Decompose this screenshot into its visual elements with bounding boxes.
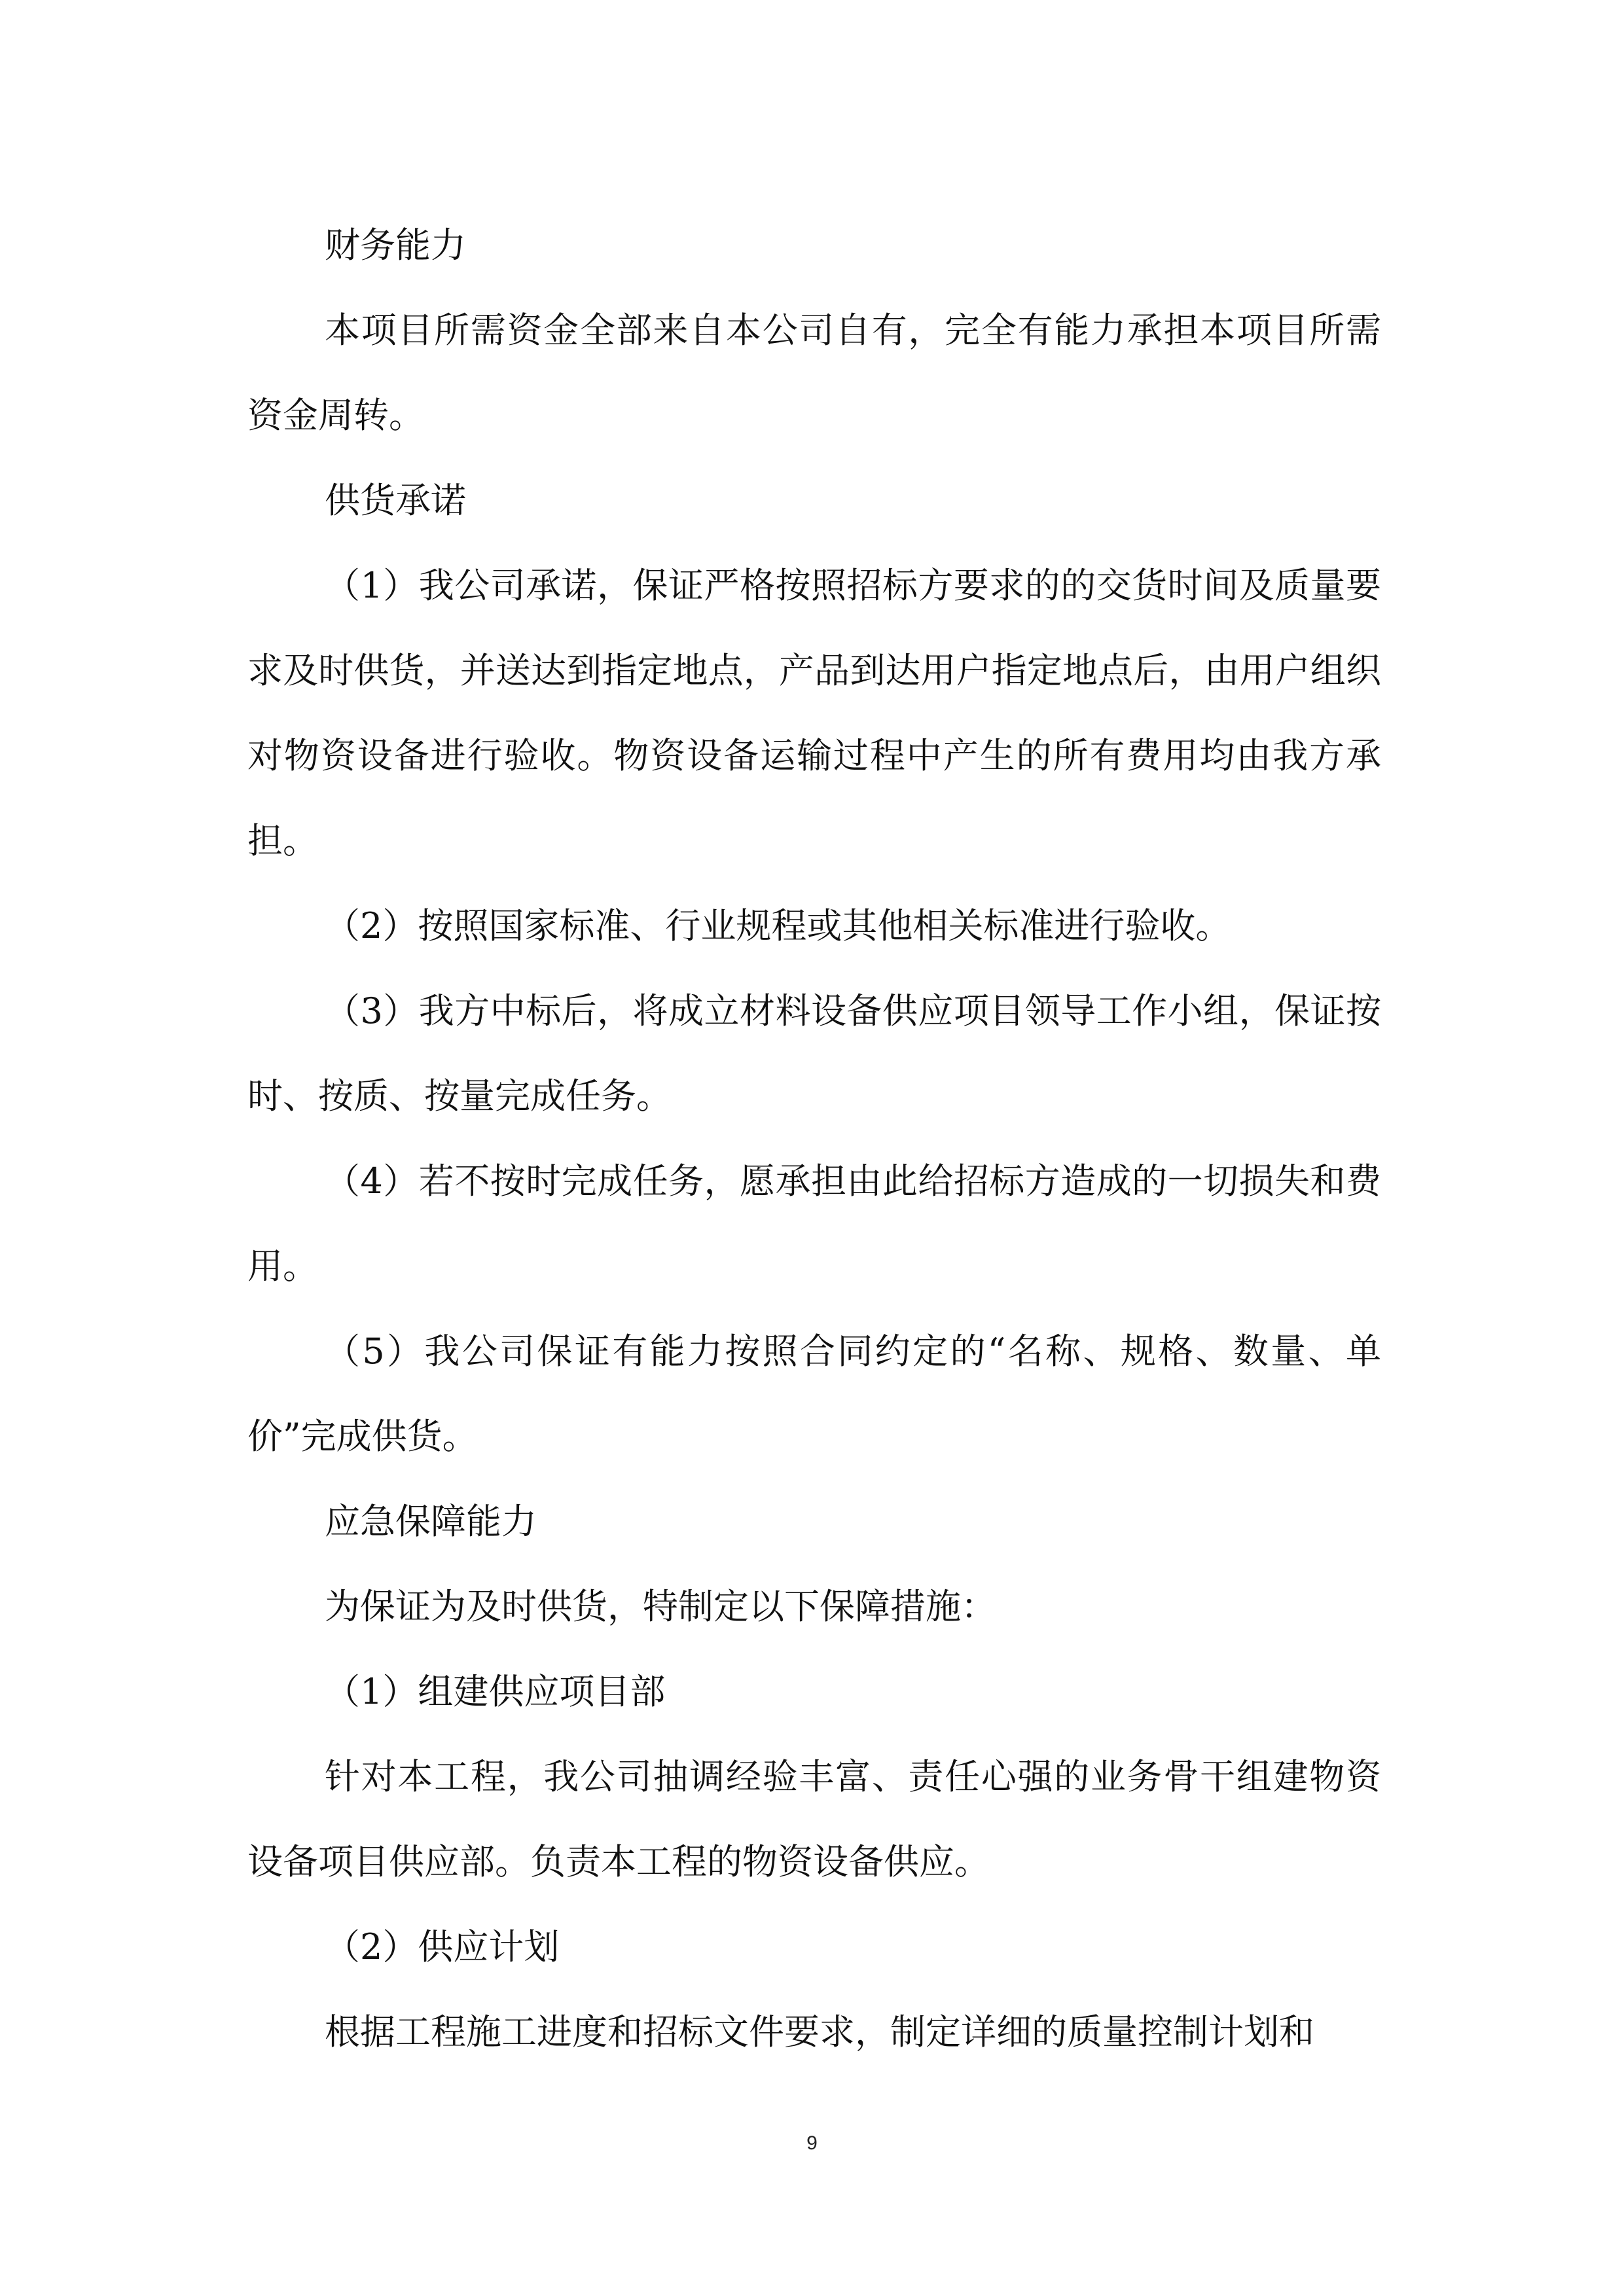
emergency-support-paragraph-2: 根据工程施工进度和招标文件要求，制定详细的质量控制计划和 [325,2011,1314,2053]
supply-commitment-item-1: （1）我公司承诺，保证严格按照招标方要求的的交货时间及质量要求及时供货，并送达到指定地点，产品到达用户指定地点后，由用户组织对物资设备进行验收。物资设备运输过程中产生的所有费用均由我方承担。 [247,565,1381,861]
supply-commitment-item-4: （4）若不按时完成任务，愿承担由此给招标方造成的一切损失和费用。 [247,1160,1381,1287]
supply-commitment-item-5: （5）我公司保证有能力按照合同约定的“名称、规格、数量、单价”完成供货。 [247,1331,1381,1457]
page-number: 9 [806,2132,818,2154]
section-heading-emergency-support: 应急保障能力 [325,1501,537,1542]
emergency-support-subheading-1: （1）组建供应项目部 [325,1671,666,1712]
emergency-support-subheading-2: （2）供应计划 [325,1926,560,1967]
document-body [247,203,1381,2075]
supply-commitment-item-3: （3）我方中标后，将成立材料设备供应项目领导工作小组，保证按时、按质、按量完成任务。 [247,990,1381,1117]
emergency-support-paragraph-1: 针对本工程，我公司抽调经验丰富、责任心强的业务骨干组建物资设备项目供应部。负责本工程的物资设备供应。 [247,1756,1381,1882]
financial-capacity-paragraph: 本项目所需资金全部来自本公司自有，完全有能力承担本项目所需资金周转。 [247,310,1381,436]
emergency-support-intro: 为保证为及时供货，特制定以下保障措施： [325,1586,996,1627]
section-heading-supply-commitment: 供货承诺 [325,480,466,521]
supply-commitment-item-2: （2）按照国家标准、行业规程或其他相关标准进行验收。 [325,905,1231,946]
section-heading-financial-capacity: 财务能力 [325,224,466,266]
